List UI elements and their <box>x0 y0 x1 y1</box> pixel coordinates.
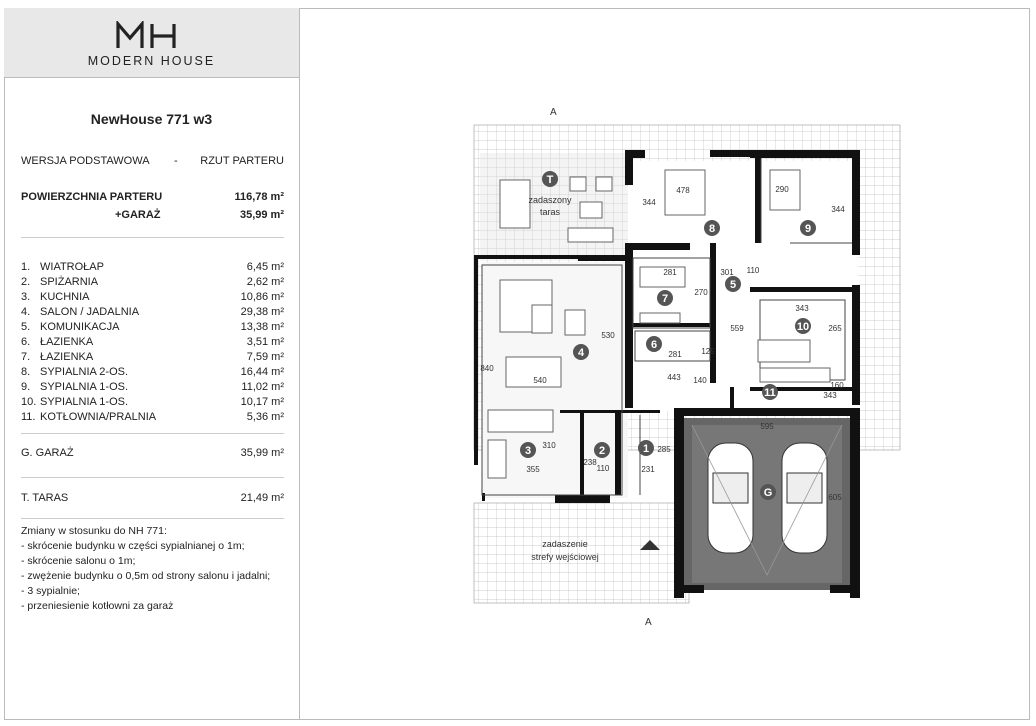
floor-plan <box>460 95 910 635</box>
room-row <box>21 335 284 349</box>
room-number: 4. <box>21 306 31 318</box>
room-row <box>21 410 284 424</box>
room-number: 11. <box>21 411 36 423</box>
room-number: 3. <box>21 291 31 303</box>
dimension-label: 110 <box>596 464 610 473</box>
svg-text:G: G <box>763 487 773 499</box>
svg-text:8: 8 <box>708 223 716 235</box>
dimension-label: 238 <box>583 458 597 467</box>
divider <box>21 237 284 238</box>
room-number: 6. <box>21 336 31 348</box>
dimension-label: 343 <box>795 304 809 313</box>
room-marker <box>638 440 654 456</box>
garage-area: 35,99 m² <box>240 447 284 459</box>
notes-line: - 3 sypialnie; <box>21 585 80 597</box>
dimension-label: 595 <box>760 422 774 431</box>
logo-header <box>4 8 299 78</box>
room-name: SYPIALNIA 1-OS. <box>40 396 129 408</box>
entrance-roof-label: strefy wejściowej <box>531 552 599 562</box>
room-area: 10,17 m² <box>240 396 284 408</box>
svg-text:5: 5 <box>729 279 737 291</box>
svg-text:7: 7 <box>661 293 669 305</box>
notes-line: - zwężenie budynku o 0,5m od strony salonu i jadalni; <box>21 570 271 582</box>
dimension-label: 285 <box>657 445 671 454</box>
garage-plus-label: +GARAŻ <box>115 209 161 221</box>
room-marker <box>573 344 589 360</box>
room-area: 3,51 m² <box>246 336 284 348</box>
dimension-label: 443 <box>667 373 681 382</box>
room-area: 6,45 m² <box>246 261 284 273</box>
divider <box>21 518 284 519</box>
modern-house-logo-icon <box>116 21 188 51</box>
room-marker <box>760 484 776 500</box>
room-area: 11,02 m² <box>241 381 284 393</box>
room-name: SYPIALNIA 2-OS. <box>40 366 129 378</box>
room-name: KOMUNIKACJA <box>40 321 120 333</box>
dimension-label: 355 <box>526 465 540 474</box>
room-area: 13,38 m² <box>240 321 284 333</box>
room-name: KUCHNIA <box>40 291 90 303</box>
terrace-label: zadaszony <box>528 195 572 205</box>
svg-text:3: 3 <box>524 445 532 457</box>
plan-view-label: RZUT PARTERU <box>200 155 284 167</box>
svg-text:T: T <box>546 174 554 186</box>
room-number: 10. <box>21 396 37 408</box>
dimension-label: 281 <box>668 350 682 359</box>
room-marker <box>704 220 720 236</box>
room-row <box>21 305 284 319</box>
section-mark-top: A <box>550 107 557 118</box>
room-row <box>21 395 284 409</box>
entrance-roof-label: zadaszenie <box>542 539 588 549</box>
terrace-area: 21,49 m² <box>240 492 284 504</box>
room-row <box>21 320 284 334</box>
dimension-label: 559 <box>730 324 744 333</box>
room-marker <box>657 290 673 306</box>
section-mark-bottom: A <box>645 617 652 628</box>
dimension-label: 290 <box>775 185 789 194</box>
dimension-label: 231 <box>641 465 655 474</box>
svg-text:10: 10 <box>796 321 810 333</box>
divider <box>21 433 284 434</box>
room-marker <box>594 442 610 458</box>
dimension-label: 110 <box>746 266 760 275</box>
room-area: 7,59 m² <box>246 351 284 363</box>
version-separator: - <box>174 155 178 167</box>
divider <box>21 477 284 478</box>
dimension-label: 265 <box>828 324 842 333</box>
garage-plus-value: 35,99 m² <box>239 209 284 221</box>
room-marker <box>542 171 558 187</box>
garage-label: G. GARAŻ <box>21 447 74 459</box>
dimension-label: 125 <box>701 347 715 356</box>
terrace-label: taras <box>539 207 561 217</box>
version-label: WERSJA PODSTAWOWA <box>21 155 150 167</box>
room-name: WIATROŁAP <box>40 261 104 273</box>
dimension-label: 270 <box>694 288 708 297</box>
notes-line: - skrócenie budynku w części sypialnianej o 1m; <box>21 540 245 552</box>
room-name: SALON / JADALNIA <box>40 306 140 318</box>
dimension-label: 281 <box>663 268 677 277</box>
room-marker <box>800 220 816 236</box>
room-number: 1. <box>21 261 31 273</box>
room-marker <box>646 336 662 352</box>
house-title: NewHouse 771 w3 <box>90 111 213 127</box>
room-area: 16,44 m² <box>240 366 284 378</box>
dimension-label: 540 <box>533 376 547 385</box>
room-area: 5,36 m² <box>246 411 284 423</box>
ground-area-row <box>21 190 284 204</box>
room-row <box>21 365 284 379</box>
svg-text:4: 4 <box>577 347 585 359</box>
terrace-label: T. TARAS <box>21 492 69 504</box>
room-number: 7. <box>21 351 31 363</box>
version-row <box>21 154 284 168</box>
room-area: 29,38 m² <box>240 306 284 318</box>
room-number: 9. <box>21 381 31 393</box>
room-marker <box>762 384 778 400</box>
room-name: ŁAZIENKA <box>40 351 94 363</box>
room-area: 2,62 m² <box>246 276 284 288</box>
room-row <box>21 290 284 304</box>
notes-line: - skrócenie salonu o 1m; <box>21 555 136 567</box>
room-marker <box>725 276 741 292</box>
brand-name: MODERN HOUSE <box>87 54 216 68</box>
dimension-label: 140 <box>693 376 707 385</box>
room-marker <box>520 442 536 458</box>
room-name: KOTŁOWNIA/PRALNIA <box>40 411 157 423</box>
room-number: 5. <box>21 321 31 333</box>
notes-line: Zmiany w stosunku do NH 771: <box>21 525 167 537</box>
svg-text:9: 9 <box>804 223 812 235</box>
room-name: SPIŻARNIA <box>40 276 99 288</box>
dimension-label: 344 <box>642 198 656 207</box>
dimension-label: 478 <box>676 186 690 195</box>
room-name: ŁAZIENKA <box>40 336 94 348</box>
dimension-label: 530 <box>601 331 615 340</box>
room-row <box>21 260 284 274</box>
room-marker <box>795 318 811 334</box>
dimension-label: 343 <box>823 391 837 400</box>
info-panel <box>4 8 300 720</box>
room-row <box>21 275 284 289</box>
notes-line: - przeniesienie kotłowni za garaż <box>21 600 174 612</box>
dimension-label: 605 <box>828 493 842 502</box>
terrace-row <box>21 491 284 505</box>
dimension-label: 840 <box>480 364 494 373</box>
dimension-label: 301 <box>720 268 734 277</box>
room-number: 8. <box>21 366 31 378</box>
ground-area-label: POWIERZCHNIA PARTERU <box>21 191 163 203</box>
garage-row <box>21 446 284 460</box>
dimension-label: 310 <box>542 441 556 450</box>
ground-area-value: 116,78 m² <box>234 191 284 203</box>
room-number: 2. <box>21 276 31 288</box>
dimension-label: 160 <box>830 381 844 390</box>
svg-text:6: 6 <box>650 339 658 351</box>
room-row <box>21 350 284 364</box>
garage-plus-row <box>21 208 284 222</box>
svg-text:1: 1 <box>642 443 650 455</box>
svg-text:11: 11 <box>764 387 776 399</box>
svg-text:2: 2 <box>598 445 606 457</box>
room-row <box>21 380 284 394</box>
dimension-label: 344 <box>831 205 845 214</box>
room-name: SYPIALNIA 1-OS. <box>40 381 129 393</box>
room-area: 10,86 m² <box>240 291 284 303</box>
